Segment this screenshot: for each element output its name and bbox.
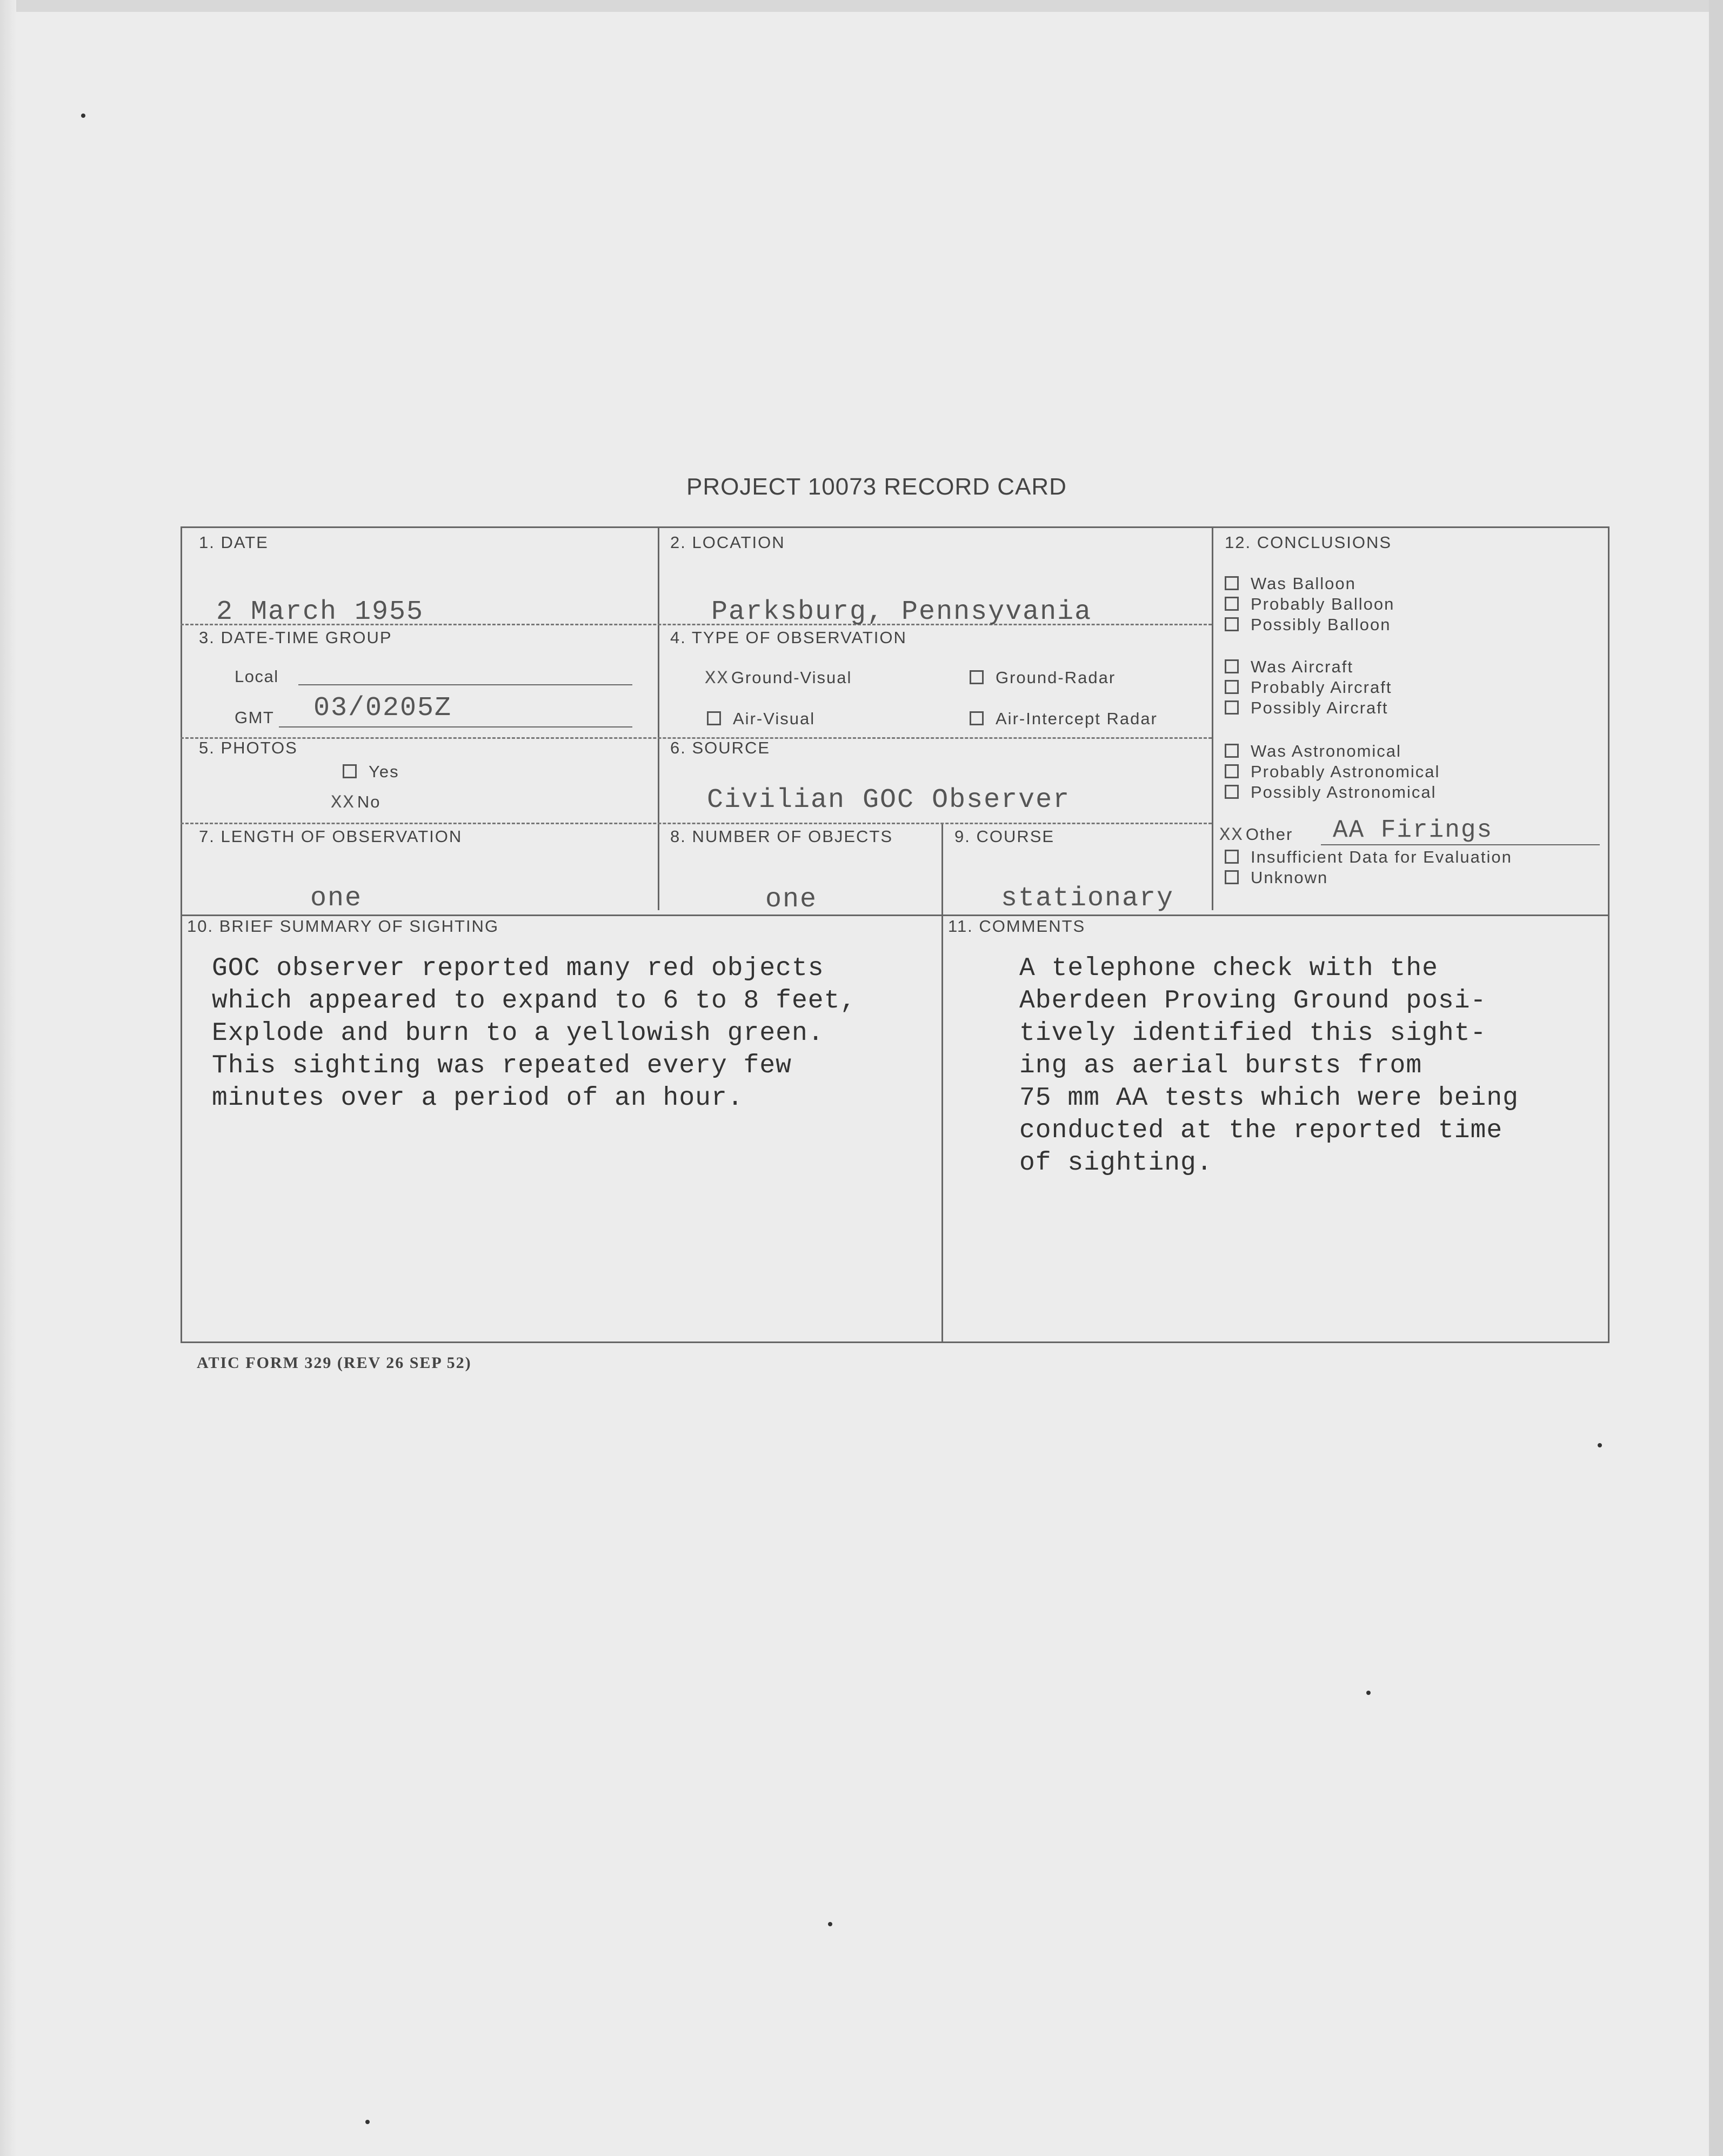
- comments-line: 75 mm AA tests which were being: [1019, 1084, 1519, 1113]
- scan-edge-right: [1709, 0, 1723, 2156]
- conclusion-option: Probably Astronomical: [1225, 762, 1440, 782]
- conclusion-checkbox: [1225, 785, 1239, 799]
- source-label: 6. SOURCE: [670, 738, 771, 757]
- conclusion-option: Possibly Astronomical: [1225, 783, 1437, 802]
- comments-line: of sighting.: [1019, 1149, 1213, 1178]
- location-label: 2. LOCATION: [670, 533, 785, 552]
- conclusion-option: Probably Balloon: [1225, 595, 1394, 614]
- divider-col8-9: [941, 824, 943, 1341]
- photos-no-mark: XX: [331, 793, 355, 813]
- conclusion-checkbox: [1225, 744, 1239, 758]
- conclusion-option: Probably Aircraft: [1225, 678, 1392, 697]
- form-top-border: [181, 526, 1610, 528]
- summary-label: 10. BRIEF SUMMARY OF SIGHTING: [187, 917, 499, 936]
- summary-line: which appeared to expand to 6 to 8 feet,: [212, 986, 857, 1016]
- location-value: Parksburg, Pennsyvania: [711, 597, 1092, 628]
- summary-line: GOC observer reported many red objects: [212, 954, 824, 983]
- length-of-observation-label: 7. LENGTH OF OBSERVATION: [199, 827, 463, 846]
- comments-label: 11. COMMENTS: [948, 917, 1086, 936]
- form-bottom-border: [181, 1341, 1610, 1343]
- conclusion-option: Was Balloon: [1225, 574, 1356, 593]
- row-line-4: [181, 915, 1610, 916]
- comments-line: ing as aerial bursts from: [1019, 1051, 1423, 1080]
- conclusion-checkbox: [1225, 700, 1239, 715]
- conclusion-checkbox: [1225, 597, 1239, 611]
- form-footer: ATIC FORM 329 (REV 26 SEP 52): [197, 1354, 472, 1372]
- comments-line: conducted at the reported time: [1019, 1116, 1503, 1145]
- scan-speck: [365, 2120, 370, 2124]
- date-label: 1. DATE: [199, 533, 269, 552]
- local-label: Local: [235, 667, 279, 686]
- number-of-objects-value: one: [765, 884, 818, 915]
- scan-edge-top: [0, 0, 1723, 12]
- conclusion-other-mark: XX: [1219, 825, 1244, 846]
- summary-line: This sighting was repeated every few: [212, 1051, 792, 1080]
- photos-no: XX No: [331, 792, 381, 813]
- form-right-border: [1608, 526, 1610, 1343]
- conclusion-checkbox: [1225, 617, 1239, 631]
- type-of-observation-label: 4. TYPE OF OBSERVATION: [670, 628, 907, 647]
- summary-line: minutes over a period of an hour.: [212, 1084, 744, 1113]
- conclusion-checkbox: [1225, 850, 1239, 864]
- conclusion-checkbox: [1225, 764, 1239, 778]
- obs-air-intercept-radar: Air-Intercept Radar: [970, 709, 1158, 729]
- obs-air-visual-checkbox: [707, 711, 721, 725]
- scan-speck: [81, 114, 85, 118]
- obs-air-visual: Air-Visual: [707, 709, 815, 729]
- summary-line: Explode and burn to a yellowish green.: [212, 1019, 824, 1048]
- comments-line: A telephone check with the: [1019, 954, 1438, 983]
- conclusion-insufficient: Insufficient Data for Evaluation: [1225, 847, 1512, 867]
- conclusion-option: Was Astronomical: [1225, 742, 1401, 761]
- length-of-observation-value: one: [310, 883, 363, 914]
- form-left-border: [181, 526, 182, 1343]
- conclusion-checkbox: [1225, 576, 1239, 590]
- divider-col1: [658, 526, 659, 910]
- local-line: [298, 684, 632, 685]
- scan-speck: [1598, 1443, 1602, 1447]
- obs-ground-visual: XX Ground-Visual: [705, 668, 852, 689]
- gmt-label: GMT: [235, 708, 275, 727]
- comments-line: tively identified this sight-: [1019, 1019, 1487, 1048]
- obs-ground-radar-checkbox: [970, 670, 984, 684]
- obs-ground-visual-mark: XX: [705, 669, 729, 689]
- conclusion-unknown: Unknown: [1225, 868, 1328, 887]
- conclusion-checkbox: [1225, 659, 1239, 673]
- row-line-3: [181, 823, 1212, 824]
- conclusion-checkbox: [1225, 870, 1239, 884]
- conclusion-option: Was Aircraft: [1225, 657, 1353, 677]
- date-value: 2 March 1955: [216, 597, 424, 628]
- course-value: stationary: [1001, 883, 1174, 914]
- comments-line: Aberdeen Proving Ground posi-: [1019, 986, 1487, 1016]
- source-value: Civilian GOC Observer: [707, 785, 1071, 816]
- scan-speck: [828, 1922, 832, 1926]
- conclusion-other: XX Other: [1219, 825, 1293, 846]
- photos-yes-checkbox: [343, 764, 357, 778]
- divider-conclusions: [1212, 526, 1213, 910]
- conclusion-option: Possibly Balloon: [1225, 615, 1391, 635]
- date-time-group-label: 3. DATE-TIME GROUP: [199, 628, 392, 647]
- obs-air-intercept-radar-checkbox: [970, 711, 984, 725]
- scan-speck: [1366, 1691, 1371, 1695]
- conclusion-checkbox: [1225, 680, 1239, 694]
- record-card-form: [181, 526, 1610, 1344]
- photos-label: 5. PHOTOS: [199, 738, 298, 757]
- conclusion-other-value: AA Firings: [1333, 816, 1493, 844]
- gmt-value: 03/0205Z: [313, 693, 452, 724]
- scan-edge-left: [0, 0, 16, 2156]
- conclusions-label: 12. CONCLUSIONS: [1225, 533, 1392, 552]
- number-of-objects-label: 8. NUMBER OF OBJECTS: [670, 827, 893, 846]
- obs-ground-radar: Ground-Radar: [970, 668, 1116, 687]
- photos-yes: Yes: [343, 762, 399, 782]
- course-label: 9. COURSE: [954, 827, 1055, 846]
- other-line: [1321, 844, 1600, 845]
- gmt-line: [279, 726, 632, 727]
- card-title: PROJECT 10073 RECORD CARD: [686, 473, 1067, 500]
- conclusion-option: Possibly Aircraft: [1225, 698, 1388, 718]
